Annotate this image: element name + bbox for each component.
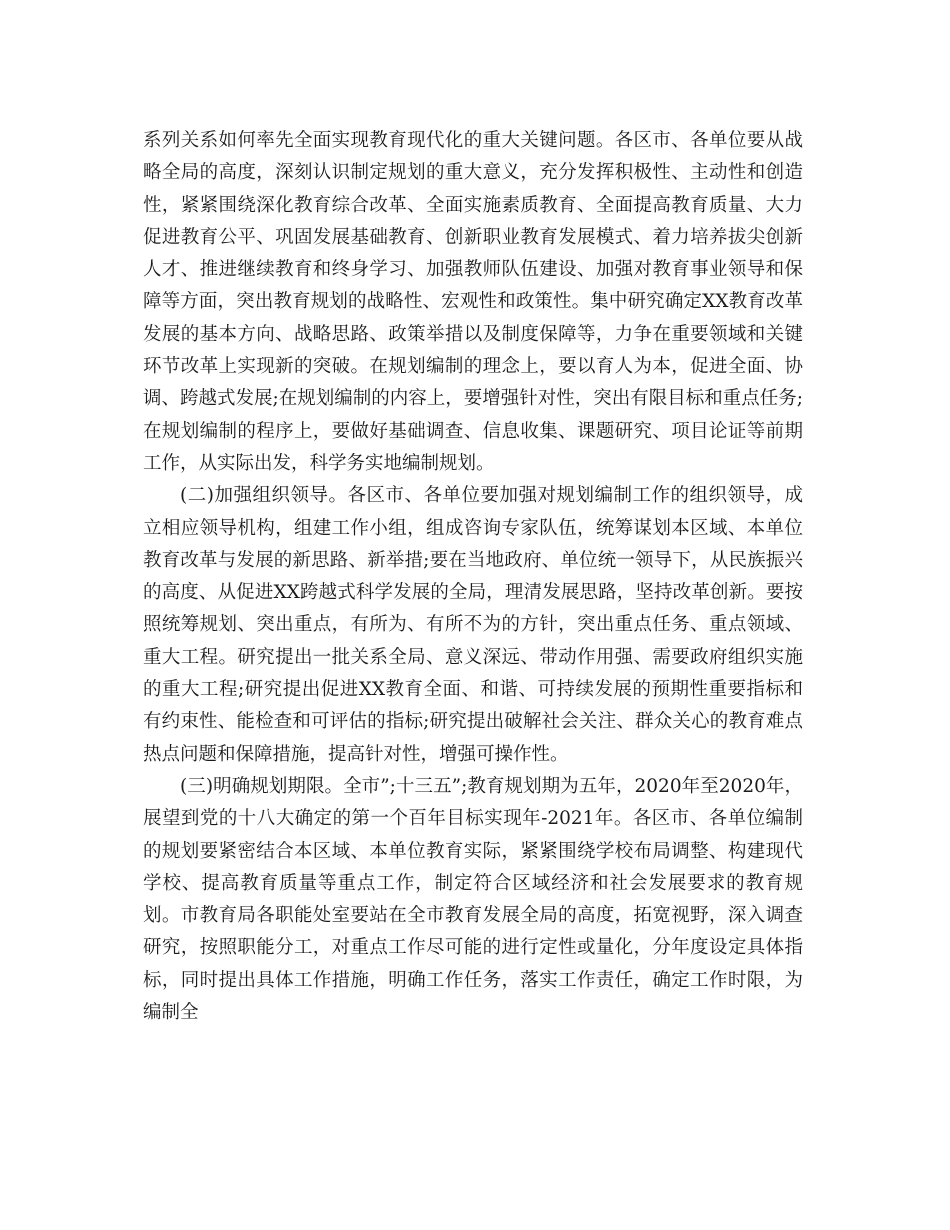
document-body (143, 125, 803, 1029)
paragraph-2: (二)加强组织领导。各区市、各单位要加强对规划编制工作的组织领导，成立相应领导机构，组建工作小组，组成咨询专家队伍，统筹谋划本区域、本单位教育改革与发展的新思路、新举措;要在当地政府、单位统一领导下，从民族振兴的高度、从促进XX跨越式科学发展的全局，理清发展思路，坚持改革创新。要按照统筹规划、突出重点，有所为、有所不为的方针，突出重点任务、重点领域、重大工程。研究提出一批关系全局、意义深远、带动作用强、需要政府组织实施的重大工程;研究提出促进XX教育全面、和谐、可持续发展的预期性重要指标和有约束性、能检查和可评估的指标;研究提出破解社会关注、群众关心的教育难点热点问题和保障措施，提高针对性，增强可操作性。 (143, 485, 803, 765)
paragraph-1: 系列关系如何率先全面实现教育现代化的重大关键问题。各区市、各单位要从战略全局的高度，深刻认识制定规划的重大意义，充分发挥积极性、主动性和创造性，紧紧围绕深化教育综合改革、全面实施素质教育、全面提高教育质量、大力促进教育公平、巩固发展基础教育、创新职业教育发展模式、着力培养拔尖创新人才、推进继续教育和终身学习、加强教师队伍建设、加强对教育事业领导和保障等方面，突出教育规划的战略性、宏观性和政策性。集中研究确定XX教育改革发展的基本方向、战略思路、政策举措以及制度保障等，力争在重要领域和关键环节改革上实现新的突破。在规划编制的理念上，要以育人为本，促进全面、协调、跨越式发展;在规划编制的内容上，要增强针对性，突出有限目标和重点任务;在规划编制的程序上，要做好基础调查、信息收集、课题研究、项目论证等前期工作，从实际出发，科学务实地编制规划。 (143, 130, 803, 474)
paragraph-3: (三)明确规划期限。全市”;十三五”;教育规划期为五年，2020年至2020年，展望到党的十八大确定的第一个百年目标实现年-2021年。各区市、各单位编制的规划要紧密结合本区域、本单位教育实际，紧紧围绕学校布局调整、构建现代学校、提高教育质量等重点工作，制定符合区域经济和社会发展要求的教育规划。市教育局各职能处室要站在全市教育发展全局的高度，拓宽视野，深入调查研究，按照职能分工，对重点工作尽可能的进行定性或量化，分年度设定具体指标，同时提出具体工作措施，明确工作任务，落实工作责任，确定工作时限，为编制全 (143, 775, 803, 1024)
